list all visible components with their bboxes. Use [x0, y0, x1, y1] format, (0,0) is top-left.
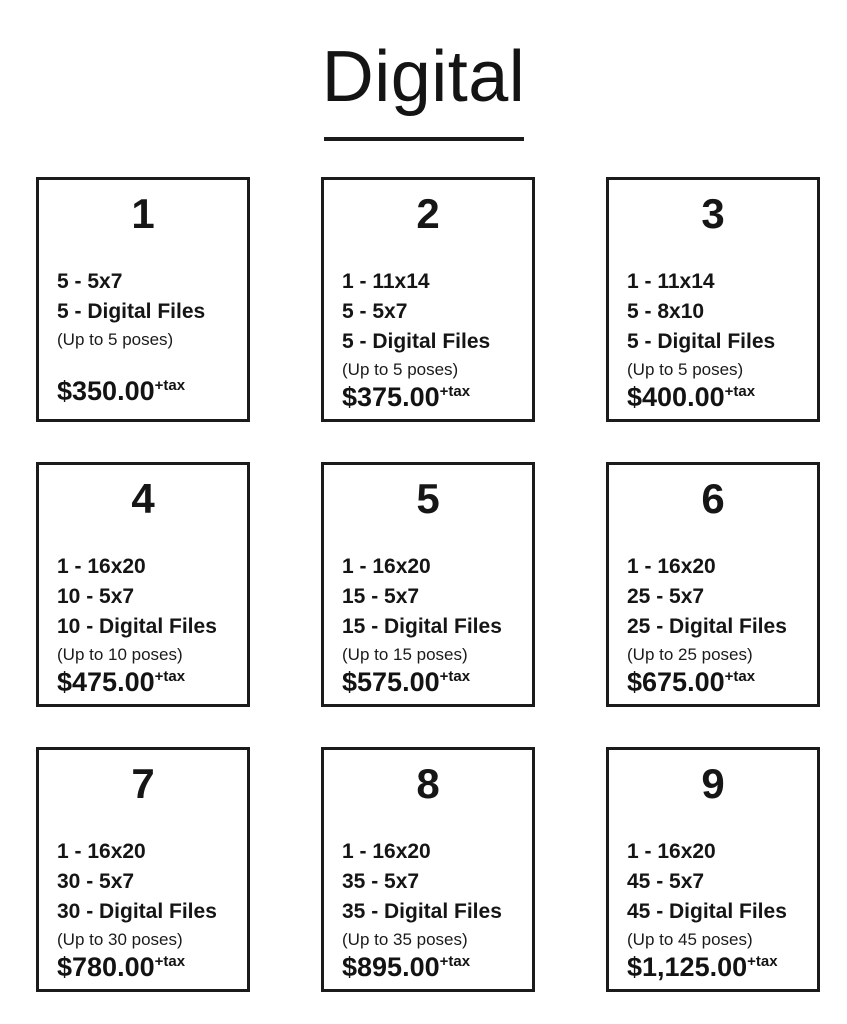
package-items — [54, 837, 232, 927]
page-title: Digital — [321, 37, 526, 117]
package-number: 4 — [131, 475, 155, 523]
price-tax-suffix: +tax — [747, 952, 778, 970]
price-amount: $375.00 — [342, 381, 440, 412]
price-amount: $400.00 — [627, 381, 725, 412]
package-price — [54, 952, 232, 983]
package-item: 10 - Digital Files — [57, 614, 217, 638]
package-item: 45 - 5x7 — [627, 869, 705, 893]
package-price — [339, 952, 517, 983]
package-items — [624, 552, 802, 642]
package-item: 10 - 5x7 — [57, 584, 135, 608]
price-amount: $475.00 — [57, 666, 155, 697]
package-item: 1 - 16x20 — [57, 554, 146, 578]
price-amount: $780.00 — [57, 951, 155, 982]
poses-note: (Up to 15 poses) — [342, 644, 468, 664]
package-number: 5 — [416, 475, 440, 523]
package-item: 35 - 5x7 — [342, 869, 420, 893]
package-item: 5 - Digital Files — [627, 329, 776, 353]
price-tax-suffix: +tax — [154, 952, 186, 970]
package-card — [36, 462, 250, 707]
package-price — [54, 376, 232, 407]
package-price — [624, 952, 802, 983]
price-tax-suffix: +tax — [154, 667, 186, 685]
price-tax-suffix: +tax — [724, 667, 756, 685]
package-number: 9 — [701, 760, 725, 808]
package-card — [36, 747, 250, 992]
package-number: 1 — [131, 190, 155, 238]
package-item: 35 - Digital Files — [342, 899, 502, 923]
package-items — [339, 267, 517, 357]
package-item: 5 - Digital Files — [342, 329, 491, 353]
package-price — [624, 667, 802, 698]
package-item: 1 - 16x20 — [57, 839, 146, 863]
poses-note: (Up to 5 poses) — [342, 359, 459, 379]
package-grid — [0, 177, 847, 992]
package-item: 1 - 16x20 — [627, 554, 716, 578]
package-item: 5 - 5x7 — [342, 299, 408, 323]
poses-note: (Up to 5 poses) — [627, 359, 744, 379]
package-items — [54, 552, 232, 642]
package-card — [606, 462, 820, 707]
poses-note: (Up to 25 poses) — [627, 644, 753, 664]
package-items — [339, 837, 517, 927]
package-item: 1 - 16x20 — [342, 554, 431, 578]
price-tax-suffix: +tax — [154, 377, 186, 395]
package-item: 25 - 5x7 — [627, 584, 705, 608]
package-card — [321, 747, 535, 992]
package-item: 30 - 5x7 — [57, 869, 135, 893]
package-price — [54, 667, 232, 698]
package-items — [624, 837, 802, 927]
package-item: 1 - 16x20 — [342, 839, 431, 863]
price-tax-suffix: +tax — [439, 382, 471, 400]
poses-note: (Up to 45 poses) — [627, 929, 753, 949]
package-item: 45 - Digital Files — [627, 899, 787, 923]
price-tax-suffix: +tax — [724, 382, 756, 400]
package-number: 3 — [701, 190, 725, 238]
package-price — [624, 382, 802, 413]
package-number: 6 — [701, 475, 725, 523]
package-item: 1 - 11x14 — [342, 269, 430, 293]
package-card — [606, 747, 820, 992]
package-items — [54, 267, 232, 327]
package-item: 5 - 8x10 — [627, 299, 705, 323]
package-number: 7 — [131, 760, 155, 808]
package-card — [321, 462, 535, 707]
package-item: 15 - 5x7 — [342, 584, 420, 608]
price-amount: $575.00 — [342, 666, 440, 697]
package-item: 5 - Digital Files — [57, 299, 206, 323]
price-amount: $675.00 — [627, 666, 725, 697]
package-item: 1 - 16x20 — [627, 839, 716, 863]
package-item: 1 - 11x14 — [627, 269, 715, 293]
package-card — [606, 177, 820, 422]
title-underline — [324, 137, 524, 141]
package-items — [624, 267, 802, 357]
poses-note: (Up to 10 poses) — [57, 644, 183, 664]
package-item: 30 - Digital Files — [57, 899, 217, 923]
package-number: 8 — [416, 760, 440, 808]
package-item: 25 - Digital Files — [627, 614, 787, 638]
poses-note: (Up to 5 poses) — [57, 329, 174, 349]
package-card — [36, 177, 250, 422]
poses-note: (Up to 35 poses) — [342, 929, 468, 949]
title-section — [0, 0, 847, 141]
package-item: 5 - 5x7 — [57, 269, 123, 293]
package-items — [339, 552, 517, 642]
package-price — [339, 382, 517, 413]
package-number: 2 — [416, 190, 440, 238]
package-card — [321, 177, 535, 422]
price-tax-suffix: +tax — [439, 667, 471, 685]
price-amount: $350.00 — [57, 376, 155, 407]
price-amount: $895.00 — [342, 951, 440, 982]
price-amount: $1,125.00 — [627, 951, 748, 982]
package-item: 15 - Digital Files — [342, 614, 502, 638]
price-tax-suffix: +tax — [439, 952, 471, 970]
poses-note: (Up to 30 poses) — [57, 929, 183, 949]
package-price — [339, 667, 517, 698]
